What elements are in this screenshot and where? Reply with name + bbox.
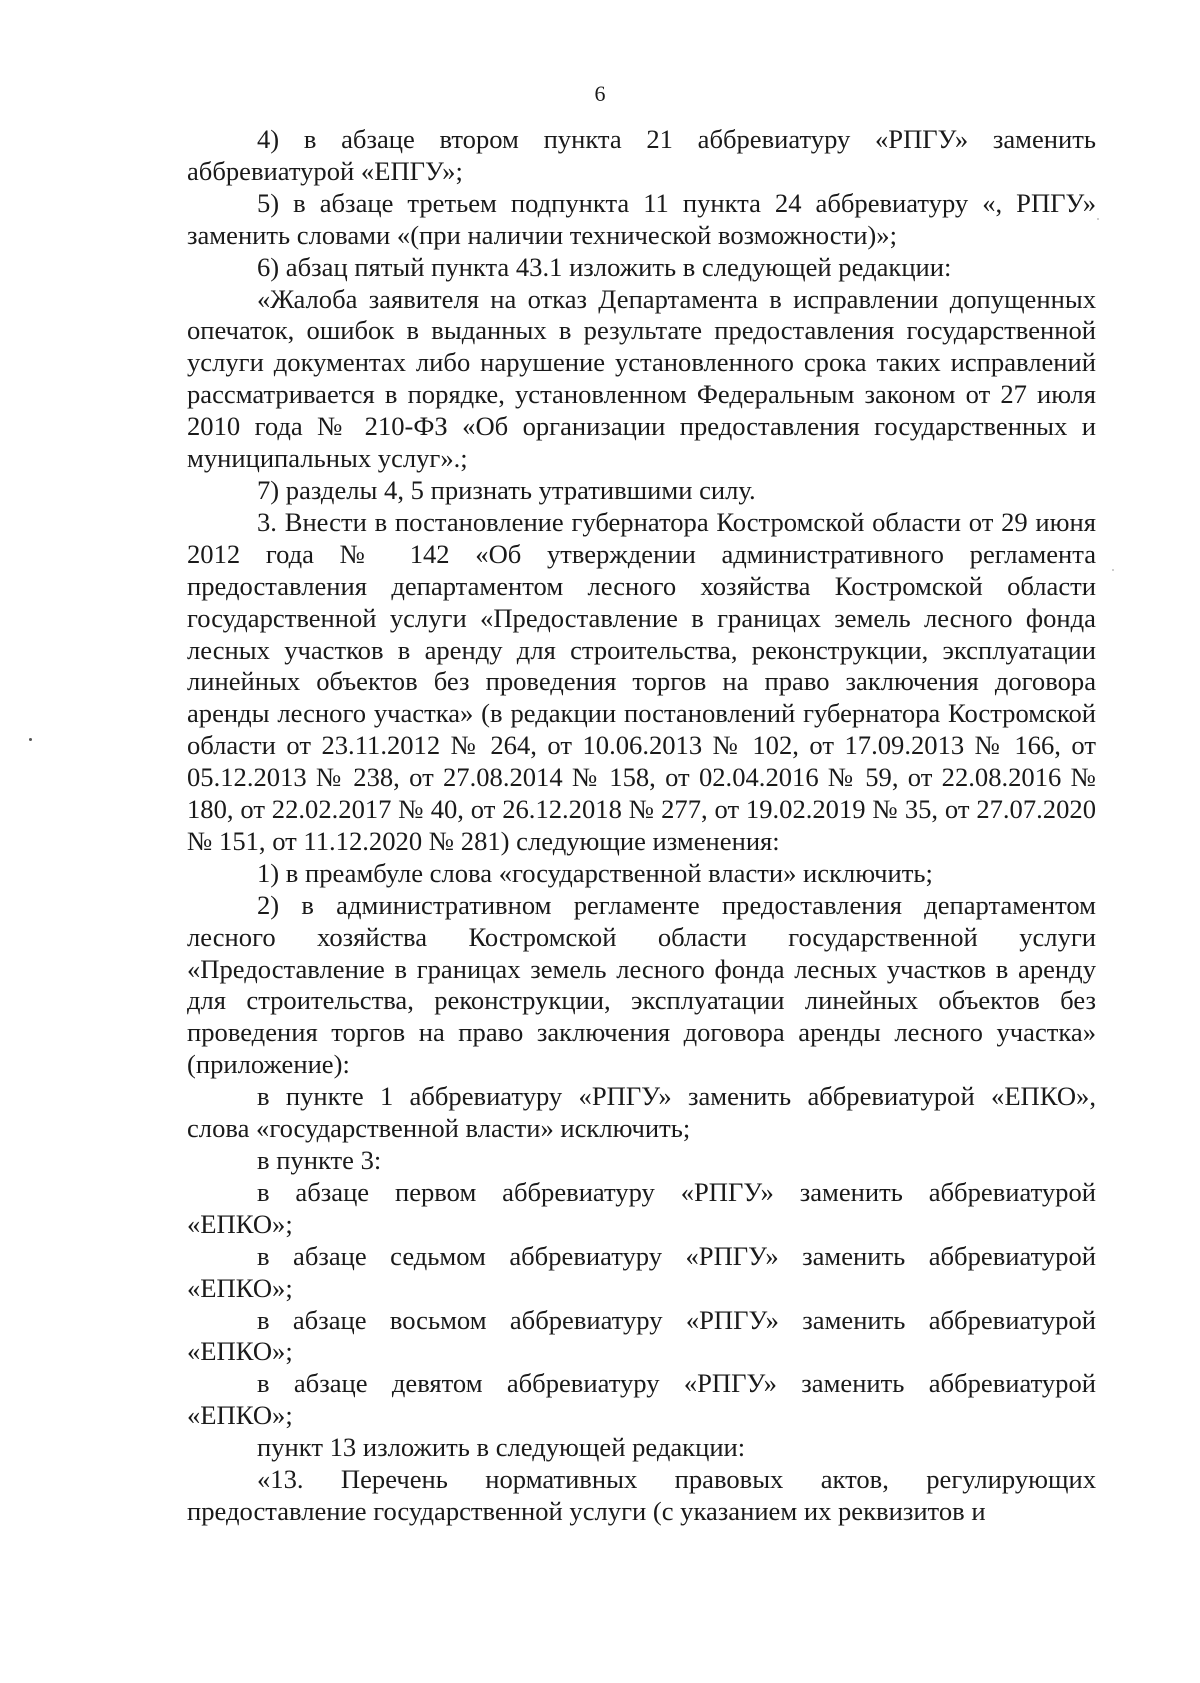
- point-1-change-paragraph: в пункте 1 аббревиатуру «РПГУ» заменить аббревиатурой «ЕПКО», слова «государственной власти» исключить;: [187, 1081, 1096, 1144]
- point-13-heading: пункт 13 изложить в следующей редакции:: [257, 1432, 746, 1463]
- point-13-quote-start: «13. Перечень нормативных правовых актов, регулирующих предоставление государственной услуги (с указанием их реквизитов и: [187, 1464, 1096, 1526]
- point-3-heading: в пункте 3:: [257, 1145, 382, 1175]
- regulation-change-paragraph: 2) в административном регламенте предоставления департаментом лесного хозяйства Костромской области государственной услуги «Предоставление в границах земель лесного фонда лесных участков в аренду для строительства, реконструкции, эксплуатации линейных объектов без проведения торгов на право заключения договора аренды лесного участка» (приложение):: [187, 889, 1096, 1080]
- paragraph-item-6: 6) абзац пятый пункта 43.1 изложить в следующей редакции:: [257, 251, 952, 282]
- point-3-first-subparagraph: в абзаце первом аббревиатуру «РПГУ» заменить аббревиатурой «ЕПКО»;: [187, 1176, 1096, 1239]
- scan-speck: [1112, 569, 1114, 571]
- point-3-eighth-subparagraph: в абзаце восьмом аббревиатуру «РПГУ» заменить аббревиатурой «ЕПКО»;: [187, 1304, 1096, 1367]
- page-number: 6: [594, 81, 606, 106]
- point-3-ninth-subparagraph: в абзаце девятом аббревиатуру «РПГУ» заменить аббревиатурой «ЕПКО»;: [187, 1368, 1096, 1431]
- paragraph-item-4: 4) в абзаце втором пункта 21 аббревиатуру «РПГУ» заменить аббревиатурой «ЕПГУ»;: [187, 124, 1096, 186]
- scan-mark: [29, 738, 32, 741]
- point-3-seventh-subparagraph: в абзаце седьмом аббревиатуру «РПГУ» заменить аббревиатурой «ЕПКО»;: [187, 1240, 1096, 1303]
- paragraph-item-7: 7) разделы 4, 5 признать утратившими силу.: [257, 474, 756, 505]
- document-body: [187, 124, 1096, 1528]
- scan-speck: [1097, 218, 1099, 220]
- complaint-quote-paragraph: «Жалоба заявителя на отказ Департамента в исправлении допущенных опечаток, ошибок в выданных в результате предоставления государственной услуги документах либо нарушение установленного срока таких исправлений рассматривается в порядке, установленном Федеральным законом от 27 июля 2010 года № 210-ФЗ «Об организации предоставления государственных и муниципальных услуг».;: [187, 283, 1096, 474]
- clause-3-paragraph: 3. Внести в постановление губернатора Костромской области от 29 июня 2012 года № 142 «Об утверждении административного регламента предоставления департаментом лесного хозяйства Костромской области государственной услуги «Предоставление в границах земель лесного фонда лесных участков в аренду для строительства, реконструкции, эксплуатации линейных объектов без проведения торгов на право заключения договора аренды лесного участка» (в редакции постановлений губернатора Костромской области от 23.11.2012 № 264, от 10.06.2013 № 102, от 17.09.2013 № 166, от 05.12.2013 № 238, от 27.08.2014 № 158, от 02.04.2016 № 59, от 22.08.2016 № 180, от 22.02.2017 № 40, от 26.12.2018 № 277, от 19.02.2019 № 35, от 27.07.2020 № 151, от 11.12.2020 № 281) следующие изменения:: [187, 506, 1096, 856]
- paragraph-item-5: 5) в абзаце третьем подпункта 11 пункта 24 аббревиатуру «, РПГУ» заменить словами «(при наличии технической возможности)»;: [187, 187, 1096, 250]
- preamble-change-paragraph: 1) в преамбуле слова «государственной власти» исключить;: [257, 857, 933, 888]
